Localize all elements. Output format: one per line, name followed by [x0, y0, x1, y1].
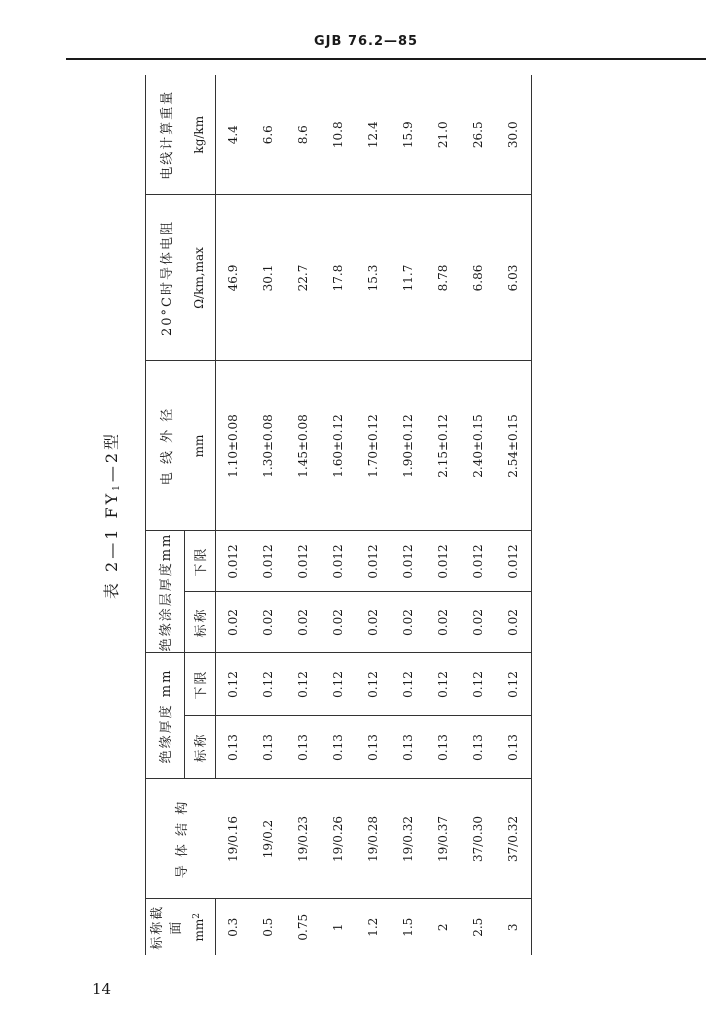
page-number: 14 — [92, 980, 112, 998]
cell-ins-nom: 0.13 — [426, 716, 461, 779]
cell-ins-nom: 0.13 — [391, 716, 426, 779]
header-resistance: 20°C时导体电阻 — [146, 195, 185, 361]
cell-coat-nom: 0.02 — [461, 592, 496, 653]
cell-ins-nom: 0.13 — [356, 716, 391, 779]
cell-resistance: 30.1 — [251, 195, 286, 361]
caption-prefix: 表 2—1 FY — [102, 490, 121, 600]
cell-coat-nom: 0.02 — [426, 592, 461, 653]
header-coating-min: 下限 — [184, 531, 215, 592]
cell-coat-min: 0.012 — [251, 531, 286, 592]
cell-section: 1.2 — [366, 917, 380, 937]
table-row — [215, 75, 251, 955]
cell-resistance: 22.7 — [286, 195, 321, 361]
cell-resistance: 6.03 — [496, 195, 532, 361]
cell-conductor: 19/0.2 — [251, 779, 286, 899]
cell-section: 3 — [496, 899, 532, 955]
caption-suffix: —2型 — [102, 430, 121, 483]
cell-ins-nom: 0.13 — [321, 716, 356, 779]
cell-ins-min: 0.12 — [391, 653, 426, 716]
section-unit-sup: 2 — [192, 913, 203, 919]
cell-ins-nom: 0.13 — [286, 716, 321, 779]
cell-coat-nom: 0.02 — [391, 592, 426, 653]
cell-weight: 4.4 — [215, 75, 251, 195]
cell-ins-min: 0.12 — [321, 653, 356, 716]
cell-ins-min: 0.12 — [356, 653, 391, 716]
header-insulation: 绝缘厚度 mm — [146, 653, 185, 779]
cell-diameter: 2.54±0.15 — [496, 361, 532, 531]
cell-diameter: 1.60±0.12 — [321, 361, 356, 531]
cell-resistance: 11.7 — [391, 195, 426, 361]
cell-diameter: 1.70±0.12 — [356, 361, 391, 531]
cell-ins-nom: 0.13 — [496, 716, 532, 779]
cell-section: 0.3 — [226, 917, 240, 937]
cell-diameter: 1.10±0.08 — [215, 361, 251, 531]
standard-code-header: GJB 76.2—85 — [314, 34, 419, 49]
cell-coat-min: 0.012 — [426, 531, 461, 592]
cell-conductor: 19/0.23 — [286, 779, 321, 899]
cell-resistance: 6.86 — [461, 195, 496, 361]
cell-diameter: 2.40±0.15 — [461, 361, 496, 531]
cell-coat-min: 0.012 — [496, 531, 532, 592]
cell-coat-min: 0.012 — [461, 531, 496, 592]
table-row — [426, 75, 461, 955]
header-section: 标称截面 — [146, 899, 185, 955]
header-conductor: 导 体 结 构 — [146, 779, 216, 899]
cell-ins-nom: 0.13 — [215, 716, 251, 779]
cell-diameter: 2.15±0.12 — [426, 361, 461, 531]
cell-section: 2.5 — [471, 917, 485, 937]
cell-ins-min: 0.12 — [286, 653, 321, 716]
header-weight-unit: kg/km — [184, 75, 215, 195]
cell-ins-nom: 0.13 — [461, 716, 496, 779]
cell-conductor: 19/0.28 — [356, 779, 391, 899]
cell-coat-nom: 0.02 — [286, 592, 321, 653]
table-row — [356, 75, 391, 955]
table-row — [321, 75, 356, 955]
header-rule — [66, 58, 706, 60]
cell-resistance: 46.9 — [215, 195, 251, 361]
spec-table — [145, 75, 532, 955]
cell-section: 0.75 — [296, 913, 310, 941]
table-row — [461, 75, 496, 955]
section-unit: mm — [192, 918, 207, 942]
table-row — [286, 75, 321, 955]
cell-conductor: 19/0.16 — [215, 779, 251, 899]
cell-weight: 21.0 — [426, 75, 461, 195]
cell-ins-min: 0.12 — [461, 653, 496, 716]
cell-conductor: 19/0.37 — [426, 779, 461, 899]
cell-diameter: 1.90±0.12 — [391, 361, 426, 531]
header-section-unit — [184, 899, 215, 955]
table-row — [391, 75, 426, 955]
cell-conductor: 37/0.30 — [461, 779, 496, 899]
cell-resistance: 17.8 — [321, 195, 356, 361]
header-diameter-unit: mm — [184, 361, 215, 531]
cell-coat-min: 0.012 — [286, 531, 321, 592]
header-resistance-unit: Ω/km,max — [184, 195, 215, 361]
cell-ins-min: 0.12 — [496, 653, 532, 716]
table-row — [496, 75, 532, 955]
cell-section: 1 — [331, 923, 345, 932]
cell-coat-min: 0.012 — [391, 531, 426, 592]
cell-coat-min: 0.012 — [215, 531, 251, 592]
cell-coat-min: 0.012 — [356, 531, 391, 592]
cell-section: 0.5 — [261, 917, 275, 937]
cell-resistance: 8.78 — [426, 195, 461, 361]
cell-ins-min: 0.12 — [251, 653, 286, 716]
header-insulation-min: 下限 — [184, 653, 215, 716]
caption-subscript: 1 — [112, 482, 122, 491]
table-caption — [99, 75, 122, 955]
table-row — [251, 75, 286, 955]
header-diameter: 电 线 外 径 — [146, 361, 185, 531]
cell-conductor: 19/0.32 — [391, 779, 426, 899]
cell-coat-nom: 0.02 — [215, 592, 251, 653]
cell-ins-nom: 0.13 — [251, 716, 286, 779]
rotated-table-block — [102, 75, 527, 955]
cell-coat-nom: 0.02 — [251, 592, 286, 653]
cell-weight: 10.8 — [321, 75, 356, 195]
header-weight: 电线计算重量 — [146, 75, 185, 195]
cell-conductor: 19/0.26 — [321, 779, 356, 899]
cell-diameter: 1.30±0.08 — [251, 361, 286, 531]
cell-diameter: 1.45±0.08 — [286, 361, 321, 531]
cell-coat-min: 0.012 — [321, 531, 356, 592]
cell-ins-min: 0.12 — [426, 653, 461, 716]
cell-conductor: 37/0.32 — [496, 779, 532, 899]
cell-resistance: 15.3 — [356, 195, 391, 361]
header-insulation-nominal: 标称 — [184, 716, 215, 779]
cell-coat-nom: 0.02 — [496, 592, 532, 653]
cell-weight: 8.6 — [286, 75, 321, 195]
cell-weight: 30.0 — [496, 75, 532, 195]
header-coating-nominal: 标称 — [184, 592, 215, 653]
cell-ins-min: 0.12 — [215, 653, 251, 716]
cell-coat-nom: 0.02 — [356, 592, 391, 653]
cell-weight: 6.6 — [251, 75, 286, 195]
cell-section: 2 — [436, 923, 450, 932]
cell-weight: 15.9 — [391, 75, 426, 195]
table-body — [215, 75, 531, 955]
header-coating: 绝缘涂层厚度mm — [146, 531, 185, 653]
cell-weight: 12.4 — [356, 75, 391, 195]
cell-coat-nom: 0.02 — [321, 592, 356, 653]
cell-section: 1.5 — [401, 917, 415, 937]
cell-weight: 26.5 — [461, 75, 496, 195]
